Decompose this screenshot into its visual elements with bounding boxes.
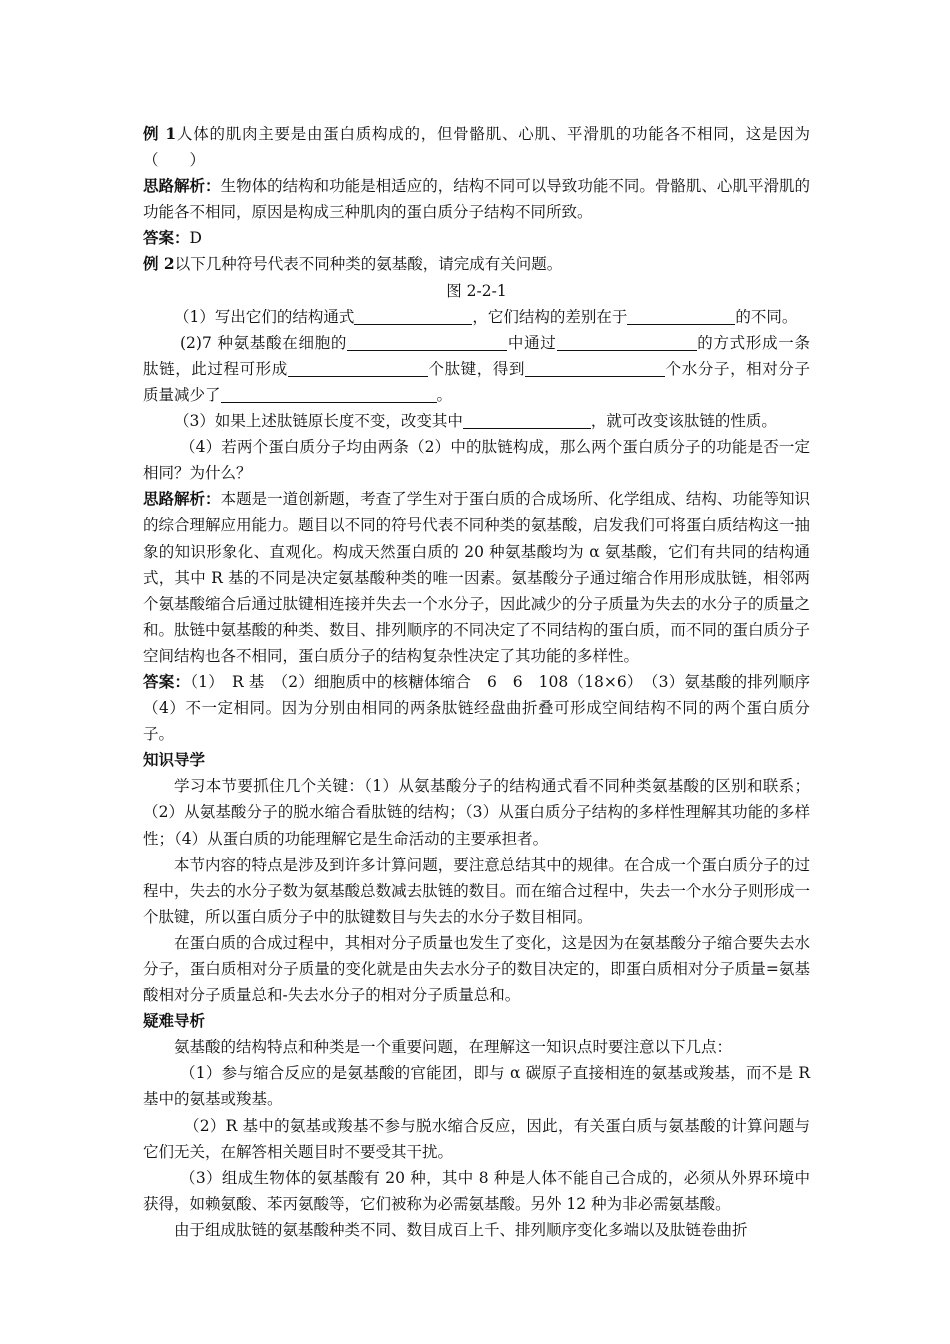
paragraph: （2）R 基中的氨基或羧基不参与脱水缩合反应，因此，有关蛋白质与氨基酸的计算问题与它们无关，在解答相关题目时不要受其干扰。 [143,1116,810,1161]
question-3: （3）如果上述肽链原长度不变，改变其中 ，就可改变该肽链的性质。 [174,412,777,431]
question-1: （1）写出它们的结构通式 ，它们结构的差别在于 的不同。 [174,307,798,326]
answer-blank[interactable] [557,333,697,351]
document-page [143,121,826,1243]
section-heading-knowledge-guide: 知识导学 [143,750,206,770]
answer-label: 答案： [143,671,191,691]
example-1-analysis: 思路解析：生物体的结构和功能是相适应的，结构不同可以导致功能不同。骨骼肌、心肌平滑肌的功能各不相同，原因是构成三种肌肉的蛋白质分子结构不同所致。 [143,176,810,222]
answer-blank[interactable] [463,411,591,429]
answer-blank[interactable] [288,359,428,377]
example-1-question: 例 1人体的肌肉主要是由蛋白质构成的，但骨骼肌、心肌、平滑肌的功能各不相同，这是因为（ ） [143,124,810,170]
section-heading-difficulty-analysis: 疑难导析 [143,1011,206,1031]
paragraph: 学习本节要抓住几个关键：（1）从氨基酸分子的结构通式看不同种类氨基酸的区别和联系；（2）从氨基酸分子的脱水缩合看肽链的结构；（3）从蛋白质分子结构的多样性理解其功能的多样性；（4）从蛋白质的功能理解它是生命活动的主要承担者。 [143,777,810,848]
answer-label: 答案： [143,228,190,248]
paragraph: 氨基酸的结构特点和种类是一个重要问题，在理解这一知识点时要注意以下几点： [174,1038,733,1057]
question-4: （4）若两个蛋白质分子均由两条（2）中的肽链构成，那么两个蛋白质分子的功能是否一定相同？为什么？ [143,438,810,483]
paragraph: （1）参与缩合反应的是氨基酸的官能团，即与 α 碳原子直接相连的氨基或羧基，而不是 R 基中的氨基或羧基。 [143,1064,810,1109]
example-2-question: 例 2以下几种符号代表不同种类的氨基酸，请完成有关问题。 [143,254,563,274]
example-1-answer: 答案：D [143,228,202,248]
answer-blank[interactable] [525,359,665,377]
example-2-answer: 答案：（1） R 基 （2）细胞质中的核糖体缩合 6 6 108（18×6） （3）氨基酸的排列顺序 （4）不一定相同。因为分别由相同的两条肽链经盘曲折叠可形成空间结构不同的两个蛋白质分子。 [143,671,826,744]
example-2-analysis: 思路解析：本题是一道创新题，考查了学生对于蛋白质的合成场所、化学组成、结构、功能等知识的综合理解应用能力。题目以不同的符号代表不同种类的氨基酸，启发我们可将蛋白质结构这一抽象的知识形象化、直观化。构成天然蛋白质的 20 种氨基酸均为 α 氨基酸，它们有共同的结构通式，其中 R 基的不同是决定氨基酸种类的唯一因素。氨基酸分子通过缩合作用形成肽链，相邻两个氨基酸缩合后通过肽键相连接并失去一个水分子，因此减少的分子质量为失去的水分子的质量之和。肽链中氨基酸的种类、数目、排列顺序的不同决定了不同结构的蛋白质，而不同的蛋白质分子空间结构也各不相同，蛋白质分子的结构复杂性决定了其功能的多样性。 [143,489,810,665]
answer-blank[interactable] [354,307,472,325]
analysis-label: 思路解析： [143,176,221,196]
answer-blank[interactable] [221,385,437,403]
paragraph: 本节内容的特点是涉及到许多计算问题，要注意总结其中的规律。在合成一个蛋白质分子的过程中，失去的水分子数为氨基酸总数减去肽链的数目。而在缩合过程中，失去一个水分子则形成一个肽键，所以蛋白质分子中的肽键数目与失去的水分子数目相同。 [143,855,810,926]
analysis-label: 思路解析： [143,489,221,509]
paragraph: 由于组成肽链的氨基酸种类不同、数目成百上千、排列顺序变化多端以及肽链卷曲折 [174,1220,748,1239]
example-1-label: 例 1 [143,124,177,143]
example-2-label: 例 2 [143,254,175,274]
paragraph: （3）组成生物体的氨基酸有 20 种，其中 8 种是人体不能自己合成的，必须从外界环境中获得，如赖氨酸、苯丙氨酸等，它们被称为必需氨基酸。另外 12 种为非必需氨基酸。 [143,1168,810,1213]
answer-blank[interactable] [347,333,507,351]
figure-caption: 图 2-2-1 [446,281,507,300]
answer-blank[interactable] [627,307,735,325]
paragraph: 在蛋白质的合成过程中，其相对分子质量也发生了变化，这是因为在氨基酸分子缩合要失去水分子，蛋白质相对分子质量的变化就是由失去水分子的数目决定的，即蛋白质相对分子质量=氨基酸相对分子质量总和-失去水分子的相对分子质量总和。 [143,933,810,1005]
question-2: (2)7 种氨基酸在细胞的 中通过 的方式形成一条肽链，此过程可形成 个肽键，得到 个水分子，相对分子质量减少了 。 [143,333,810,404]
